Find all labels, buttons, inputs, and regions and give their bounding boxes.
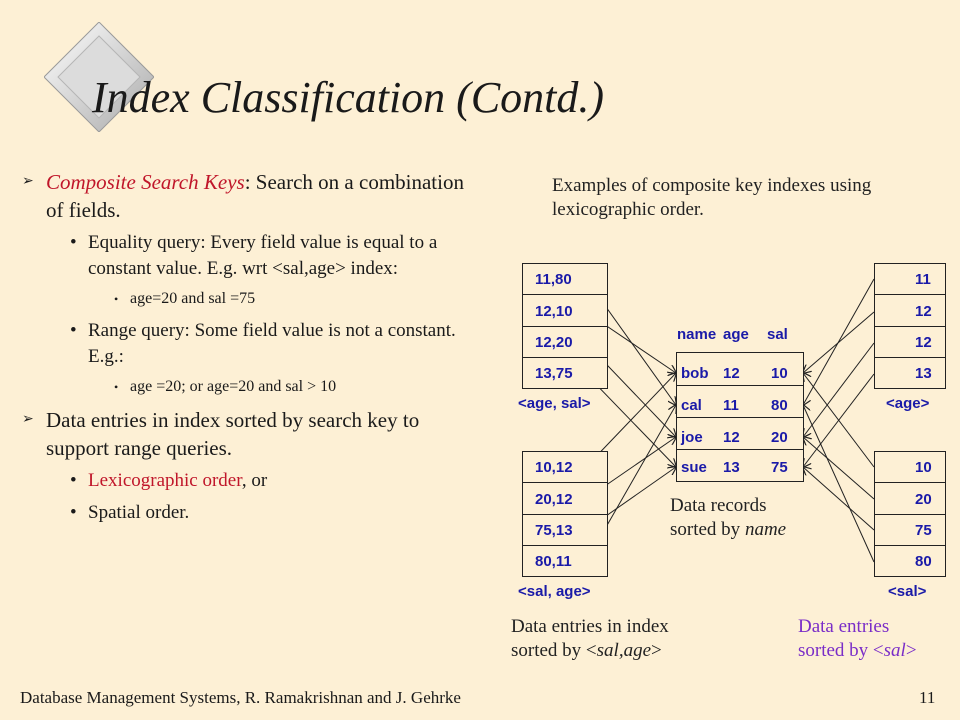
left-caption-end: >: [651, 640, 662, 661]
index-sal-age-label: <sal, age>: [518, 583, 591, 600]
index-entry: 12: [915, 334, 932, 351]
dot-bullet-icon: •: [114, 292, 119, 306]
right-caption-line1: Data entries: [798, 616, 890, 637]
term-composite-keys: Composite Search Keys: [46, 170, 245, 194]
records-header-name: name: [677, 326, 717, 343]
records-caption: [670, 494, 786, 542]
index-age: [874, 263, 946, 389]
range-query-text: Range query: Some field value is not a constant. E.g.:: [88, 320, 456, 367]
diagram-caption: Examples of composite key indexes using lexicographic order.: [552, 175, 872, 220]
page-number: 11: [919, 688, 936, 707]
index-entry: 13,75: [535, 365, 573, 382]
lexicographic-rest: , or: [241, 470, 268, 491]
left-caption-line1: Data entries in index: [511, 616, 669, 637]
index-entry: 12,10: [535, 303, 573, 320]
index-entry: 12: [915, 303, 932, 320]
dot-bullet-icon: •: [70, 232, 77, 253]
records-header-sal: sal: [767, 326, 788, 343]
dot-bullet-icon: •: [70, 502, 77, 523]
record-name: bob: [681, 365, 709, 382]
records-caption-key: name: [744, 519, 787, 540]
dot-bullet-icon: •: [70, 320, 77, 341]
left-caption-line2: sorted by <: [511, 640, 597, 661]
record-sal: 75: [771, 459, 788, 476]
records-caption-line2: sorted by: [670, 519, 745, 540]
arrow-bullet-icon: ➢: [22, 412, 34, 427]
index-age-sal-label: <age, sal>: [518, 395, 591, 412]
index-entry: 11: [915, 271, 931, 288]
arrow-bullet-icon: ➢: [22, 174, 34, 189]
records-header-age: age: [723, 326, 749, 343]
right-caption-line2: sorted by <: [798, 640, 884, 661]
slide-title: Index Classification (Contd.): [92, 73, 605, 122]
record-age: 12: [723, 365, 740, 382]
index-sal-age: [522, 451, 608, 577]
record-sal: 20: [771, 429, 788, 446]
record-age: 11: [723, 397, 739, 414]
index-sal-label: <sal>: [888, 583, 927, 600]
index-entry: 75,13: [535, 522, 573, 539]
record-name: sue: [681, 459, 707, 476]
right-index-caption: [798, 615, 917, 663]
composite-keys-text: : Search on a combination of fields.: [46, 170, 464, 222]
index-age-sal: [522, 263, 608, 389]
index-entry: 12,20: [535, 334, 573, 351]
records-caption-line1: Data records: [670, 495, 767, 516]
index-entry: 20: [915, 491, 932, 508]
range-example-text: age =20; or age=20 and sal > 10: [130, 378, 337, 395]
left-index-caption: [511, 615, 669, 663]
equality-example-text: age=20 and sal =75: [130, 290, 256, 307]
lexicographic-term: Lexicographic order: [88, 470, 242, 491]
record-age: 12: [723, 429, 740, 446]
spatial-text: Spatial order.: [88, 502, 190, 523]
dot-bullet-icon: •: [114, 380, 119, 394]
index-sal: [874, 451, 946, 577]
right-caption-key: sal: [883, 640, 906, 661]
record-sal: 80: [771, 397, 788, 414]
record-age: 13: [723, 459, 740, 476]
index-entry: 75: [915, 522, 932, 539]
record-name: cal: [681, 397, 702, 414]
data-records: [676, 352, 804, 482]
index-entry: 13: [915, 365, 932, 382]
data-entries-text: Data entries in index sorted by search key to support range queries.: [46, 408, 420, 460]
index-entry: 11,80: [535, 271, 572, 288]
footer-credit: Database Management Systems, R. Ramakrishnan and J. Gehrke: [20, 688, 461, 707]
dot-bullet-icon: •: [70, 470, 77, 491]
record-sal: 10: [771, 365, 788, 382]
record-name: joe: [681, 429, 703, 446]
index-entry: 10,12: [535, 459, 573, 476]
index-age-label: <age>: [886, 395, 930, 412]
index-entry: 20,12: [535, 491, 573, 508]
left-caption-key: sal,age: [596, 640, 652, 661]
index-entry: 80: [915, 553, 932, 570]
equality-query-text: Equality query: Every field value is equal to a constant value. E.g. wrt <sal,age> index:: [88, 232, 438, 279]
index-entry: 10: [915, 459, 932, 476]
index-entry: 80,11: [535, 553, 572, 570]
right-caption-end: >: [905, 640, 917, 661]
